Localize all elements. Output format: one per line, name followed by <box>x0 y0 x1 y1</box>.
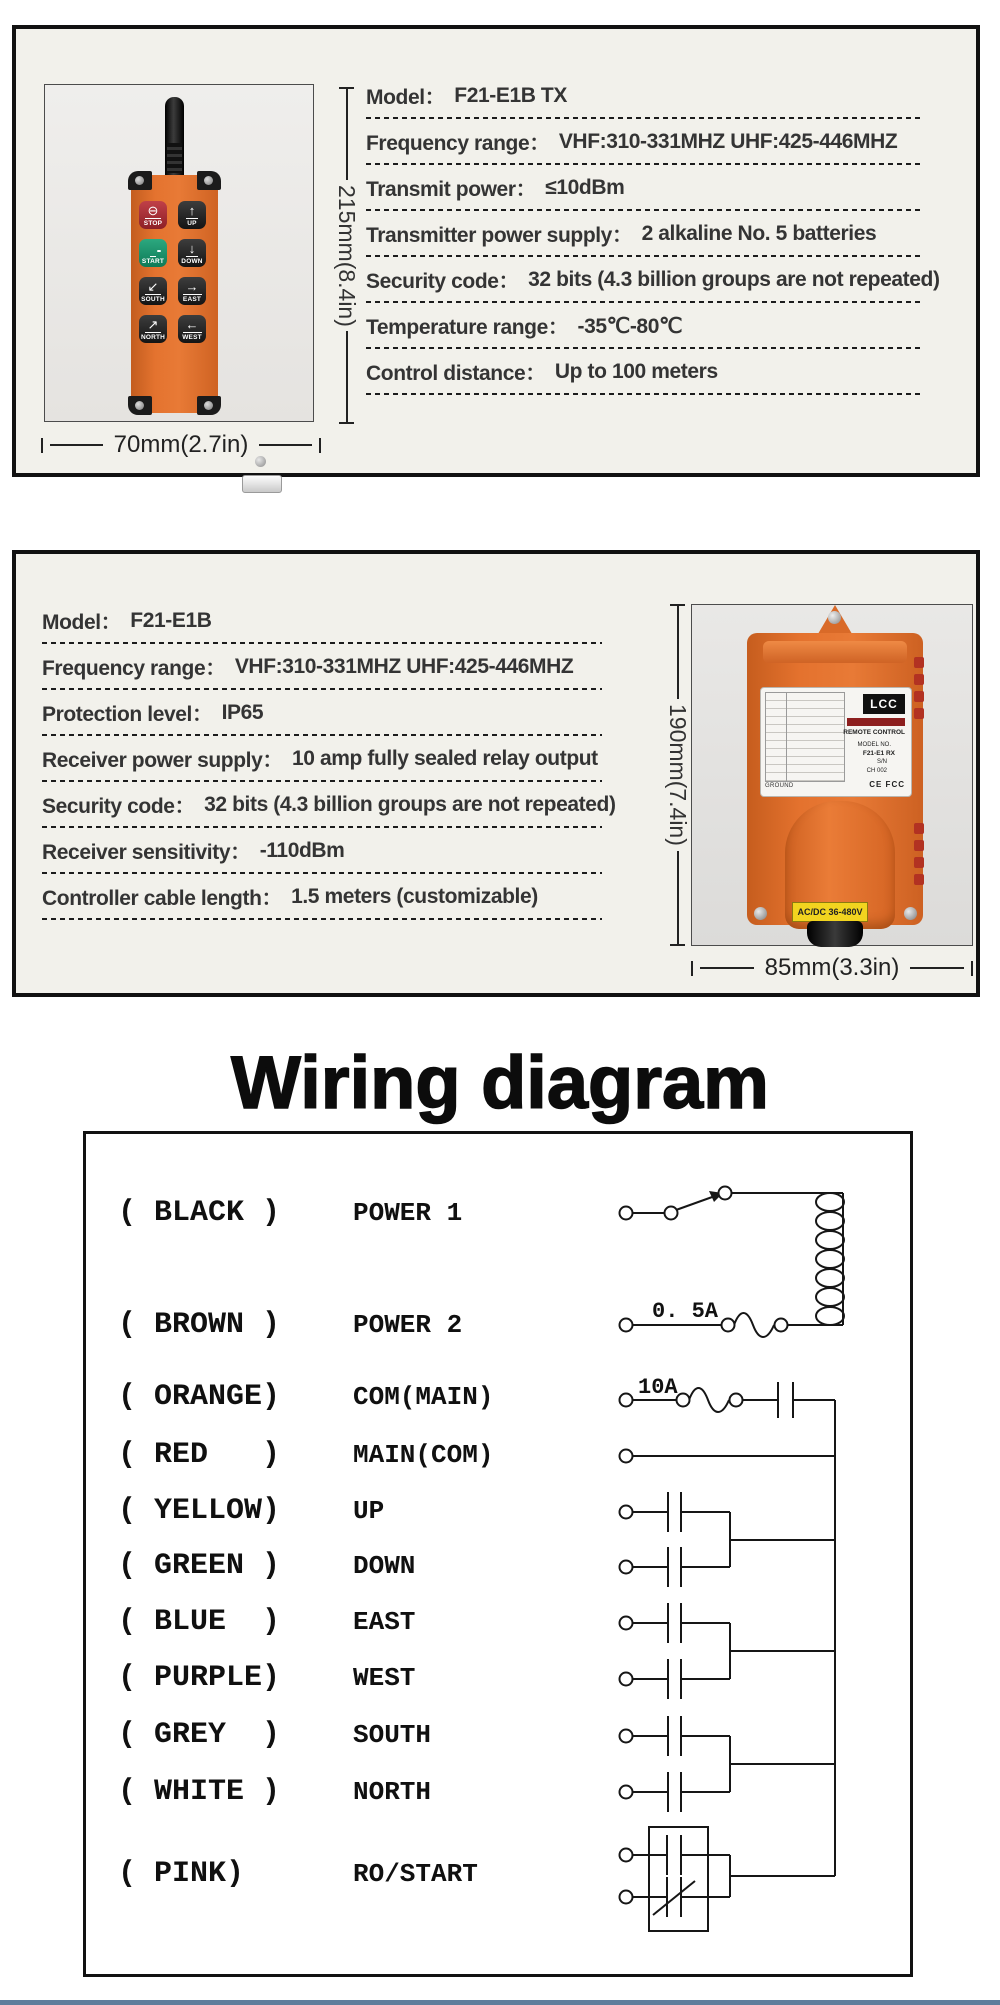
transmitter-photo <box>44 84 314 422</box>
corner-guard-icon <box>128 396 152 415</box>
spec-row: Receiver power supply： 10 amp fully sealed relay output <box>42 736 602 782</box>
serial-label: S/N <box>876 759 887 765</box>
screw-icon <box>904 907 917 920</box>
red-banner <box>847 718 905 726</box>
arrow-southwest-icon: ↙ <box>145 280 162 295</box>
arrow-northeast-icon: ↗ <box>145 318 162 333</box>
arrow-right-icon: → <box>183 280 202 295</box>
spec-row: Controller cable length： 1.5 meters (customizable) <box>42 874 602 920</box>
fuse-rating-big: 10A <box>638 1375 678 1400</box>
height-dimension <box>333 87 360 424</box>
arrow-up-icon: ↑ <box>186 204 199 219</box>
height-dimension <box>664 604 691 946</box>
cable-gland <box>807 921 863 947</box>
stop-icon: ⊖ <box>145 204 162 219</box>
height-dimension-label: 190mm(7.4in) <box>665 704 691 846</box>
south-button: ↙ SOUTH <box>139 277 167 305</box>
spec-row: Protection level： IP65 <box>42 690 602 736</box>
receiver-specs <box>42 598 616 920</box>
west-button: ← WEST <box>178 315 206 343</box>
spec-row: Frequency range： VHF:310-331MHZ UHF:425-446MHZ <box>42 644 602 690</box>
circuit-schematic <box>86 1134 916 1980</box>
screw-icon <box>828 611 841 624</box>
spec-row: Security code： 32 bits (4.3 billion groups are not repeated) <box>366 257 922 303</box>
transmitter-body <box>131 175 218 413</box>
model-no-label: MODEL NO. <box>857 742 891 748</box>
belt-clip <box>242 475 282 493</box>
receiver-ridge <box>763 641 907 663</box>
transmitter-specs <box>366 73 940 395</box>
transmitter-remote-illustration <box>45 85 313 421</box>
start-button: START <box>139 239 167 267</box>
corner-guard-icon <box>197 171 221 190</box>
spec-row: Transmit power： ≤10dBm <box>366 165 922 211</box>
receiver-photo <box>691 604 973 946</box>
fuse-rating-small: 0. 5A <box>652 1299 719 1324</box>
arrow-left-icon: ← <box>183 318 202 333</box>
antenna-icon <box>165 97 184 179</box>
channel-label: CH 002 <box>866 768 887 774</box>
width-dimension-label: 85mm(3.3in) <box>764 954 900 981</box>
wire-color-table <box>765 692 845 782</box>
north-button: ↗ NORTH <box>139 315 167 343</box>
spec-row: Transmitter power supply： 2 alkaline No. 5 batteries <box>366 211 922 257</box>
model-value: F21-E1 RX <box>862 750 895 757</box>
spec-row: Temperature range： -35℃-80℃ <box>366 303 922 349</box>
bell-icon <box>150 242 156 257</box>
vent-slots <box>914 823 924 885</box>
up-button: ↑ UP <box>178 201 206 229</box>
height-dimension-label: 215mm(8.4in) <box>334 184 360 327</box>
spec-row: Control distance： Up to 100 meters <box>366 349 922 395</box>
vent-slots <box>914 657 924 719</box>
arrow-down-icon: ↓ <box>186 242 199 257</box>
corner-guard-icon <box>197 396 221 415</box>
receiver-label <box>760 687 912 797</box>
wiring-diagram-title: Wiring diagram <box>231 1041 769 1124</box>
button-grid <box>139 201 210 343</box>
spec-row: Receiver sensitivity： -110dBm <box>42 828 602 874</box>
width-dimension <box>691 954 973 982</box>
down-button: ↓ DOWN <box>178 239 206 267</box>
width-dimension <box>41 431 321 459</box>
east-button: → EAST <box>178 277 206 305</box>
spec-row: Frequency range： VHF:310-331MHZ UHF:425-446MHZ <box>366 119 922 165</box>
bottom-divider-bar <box>0 2000 1000 2005</box>
brand-logo: LCC <box>863 694 905 714</box>
stop-button: ⊖ STOP <box>139 201 167 229</box>
certification-label: CE FCC <box>869 780 905 789</box>
power-rating-sticker: AC/DC 36-480V <box>792 902 868 922</box>
spec-row: Model： F21-E1B <box>42 598 602 644</box>
width-dimension-label: 70mm(2.7in) <box>113 431 249 458</box>
receiver-body <box>747 633 923 925</box>
ground-label: GROUND <box>765 783 794 789</box>
wiring-diagram-box: ( BLACK ) POWER 1 ( BROWN ) POWER 2 ( ORANGE) COM(MAIN) ( RED ) MAIN(COM) ( YELLOW) UP ( GREEN ) DOWN ( BLUE ) EAST ( PURPLE) WEST ( GREY ) SOUTH ( WHITE ) NORTH ( PINK) RO/START 0. 5A 10A <box>83 1131 913 1977</box>
receiver-section <box>12 550 980 997</box>
spec-row: Security code： 32 bits (4.3 billion groups are not repeated) <box>42 782 602 828</box>
screw-icon <box>754 907 767 920</box>
spec-row: Model： F21-E1B TX <box>366 73 922 119</box>
device-type-label: REMOTE CONTROL <box>843 729 905 736</box>
transmitter-section <box>12 25 980 477</box>
corner-guard-icon <box>128 171 152 190</box>
